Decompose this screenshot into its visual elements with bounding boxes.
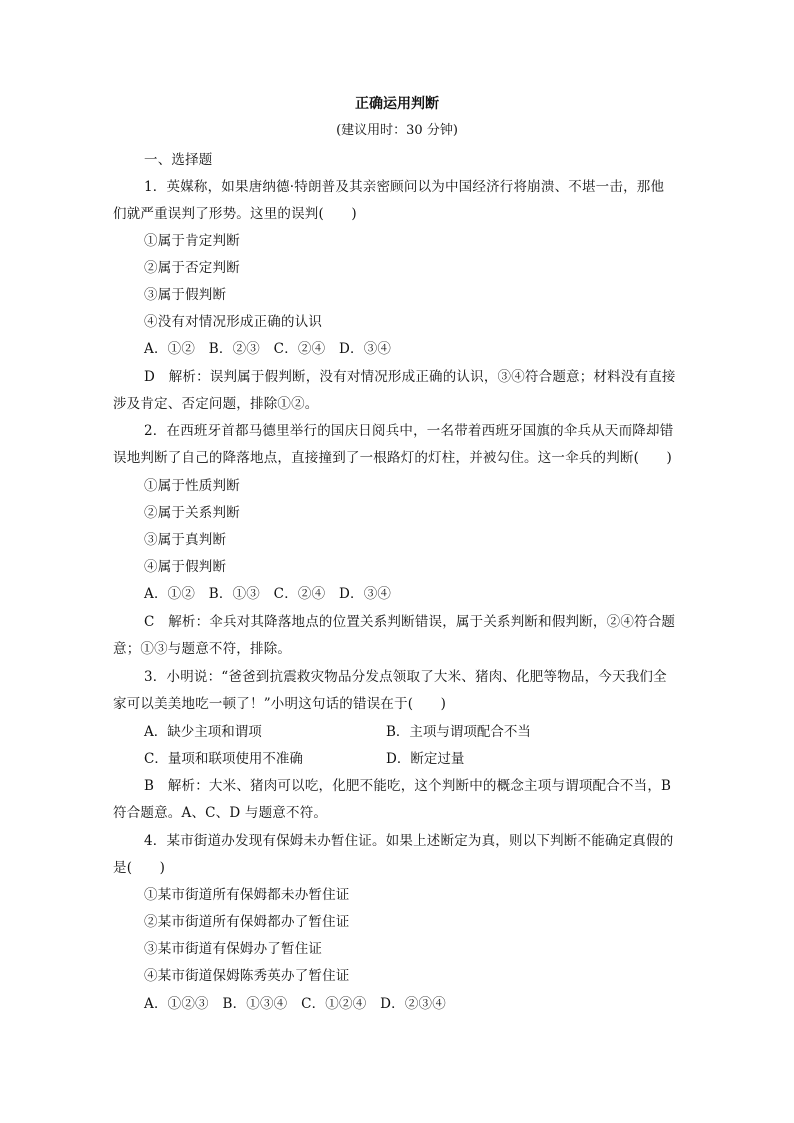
q4-item-3: ③某市街道有保姆办了暂住证	[144, 941, 323, 957]
q2-item-2: ②属于关系判断	[144, 505, 240, 521]
q1-item-4: ④没有对情况形成正确的认识	[144, 314, 323, 330]
q2-item-3: ③属于真判断	[144, 532, 227, 548]
q3-stem-line-1: 3．小明说：“爸爸到抗震救灾物品分发点领取了大米、猪肉、化肥等物品，今天我们全	[144, 669, 667, 685]
q2-answer-line-1: C 解析：伞兵对其降落地点的位置关系判断错误，属于关系判断和假判断，②④符合题	[144, 614, 676, 630]
section-heading: 一、选择题	[144, 152, 213, 168]
suggested-time: (建议用时：30 分钟)	[336, 123, 458, 138]
q1-answer-line-2: 涉及肯定、否定问题，排除①②。	[113, 396, 319, 412]
q3-answer-line-1: B 解析：大米、猪肉可以吃，化肥不能吃，这个判断中的概念主项与谓项配合不当，B	[144, 778, 672, 794]
q4-stem-line-1: 4．某市街道办发现有保姆未办暂住证。如果上述断定为真，则以下判断不能确定真假的	[144, 833, 674, 849]
q4-options: A．①②③ B．①③④ C．①②④ D．②③④	[144, 996, 446, 1012]
q3-option-d: D．断定过量	[386, 751, 465, 767]
q1-item-1: ①属于肯定判断	[144, 233, 240, 249]
q1-item-2: ②属于否定判断	[144, 260, 240, 276]
q1-stem-line-1: 1．英媒称，如果唐纳德·特朗普及其亲密顾问以为中国经济行将崩溃、不堪一击，那他	[144, 179, 665, 195]
q4-item-1: ①某市街道所有保姆都未办暂住证	[144, 887, 350, 903]
q2-stem-line-1: 2．在西班牙首都马德里举行的国庆日阅兵中，一名带着西班牙国旗的伞兵从天而降却错	[144, 423, 674, 439]
q2-answer-line-2: 意；①③与题意不符，排除。	[113, 641, 292, 657]
q2-item-1: ①属于性质判断	[144, 478, 240, 494]
q4-item-2: ②某市街道所有保姆都办了暂住证	[144, 914, 350, 930]
q3-answer-line-2: 符合题意。A、C、D 与题意不符。	[113, 805, 328, 821]
q1-answer-line-1: D 解析：误判属于假判断，没有对情况形成正确的认识，③④符合题意；材料没有直接	[144, 369, 676, 385]
q2-stem-line-2: 误地判断了自己的降落地点，直接撞到了一根路灯的灯柱，并被勾住。这一伞兵的判断( )	[113, 450, 672, 466]
q3-option-c: C．量项和联项使用不准确	[144, 751, 303, 767]
q1-options: A．①② B．②③ C．②④ D．③④	[144, 341, 392, 357]
q3-stem-line-2: 家可以美美地吃一顿了！”小明这句话的错误在于( )	[113, 696, 447, 712]
q1-item-3: ③属于假判断	[144, 287, 227, 303]
q2-item-4: ④属于假判断	[144, 559, 227, 575]
page-title: 正确运用判断	[355, 96, 439, 112]
q1-stem-line-2: 们就严重误判了形势。这里的误判( )	[113, 206, 357, 222]
q3-option-b: B．主项与谓项配合不当	[386, 724, 531, 740]
q2-options: A．①② B．①③ C．②④ D．③④	[144, 586, 392, 602]
q4-item-4: ④某市街道保姆陈秀英办了暂住证	[144, 968, 350, 984]
q3-option-a: A．缺少主项和谓项	[144, 724, 262, 740]
q4-stem-line-2: 是( )	[113, 860, 166, 876]
